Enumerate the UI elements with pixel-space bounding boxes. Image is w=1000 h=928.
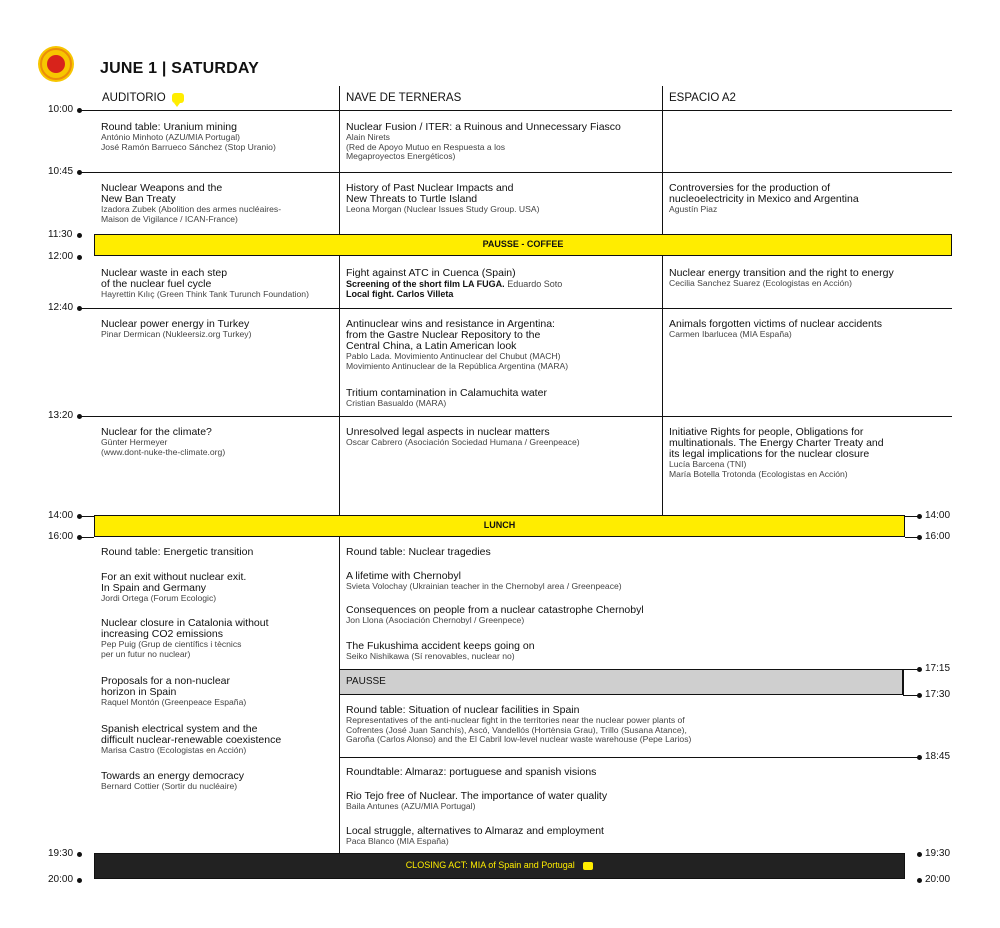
event xyxy=(101,319,251,340)
time-label: 12:00 xyxy=(48,251,74,262)
event-speakers: Jon Llona (Asociación Chernobyl / Greenpece) xyxy=(346,615,525,625)
time-line-1000 xyxy=(80,110,952,111)
time-dot xyxy=(77,535,82,540)
event-title: Fight against ATC in Cuenca (Spain) xyxy=(346,267,516,279)
time-label: 20:00 xyxy=(48,874,74,885)
event-title: Roundtable: Almaraz: portuguese and spanish visions xyxy=(346,766,597,778)
time-dot xyxy=(77,108,82,113)
time-dot xyxy=(917,693,922,698)
film-screening-label: Screening of the short film LA FUGA. xyxy=(346,279,505,289)
event-speakers: Pinar Dermican (Nukleersiz.org Turkey) xyxy=(101,329,252,339)
time-line-1240 xyxy=(80,308,952,309)
event xyxy=(346,641,535,662)
closing-act-band xyxy=(94,853,905,879)
column-divider xyxy=(339,256,340,515)
event xyxy=(101,676,246,708)
event xyxy=(101,572,246,604)
event xyxy=(346,427,580,448)
column-divider xyxy=(662,86,663,234)
event xyxy=(346,319,568,371)
time-label: 10:00 xyxy=(48,104,74,115)
time-label: 17:15 xyxy=(925,663,951,674)
time-line-1400 xyxy=(80,516,94,517)
event-speakers: Agustín Piaz xyxy=(669,204,718,214)
time-label: 20:00 xyxy=(925,874,951,885)
event-title: Round table: Situation of nuclear facilities in Spain xyxy=(346,704,580,716)
event-speakers: Seiko Nishikawa (Sí renovables, nuclear no) xyxy=(346,651,515,661)
pause-band: PAUSSE xyxy=(339,669,903,695)
speech-bubble-icon xyxy=(172,93,184,103)
event-speakers: Pep Puig (Grup de científics i tècnics per un futur no nuclear) xyxy=(101,639,242,659)
event-title: Proposals for a non-nuclear horizon in Spain xyxy=(101,675,230,698)
time-line-1045 xyxy=(80,172,952,173)
event xyxy=(101,547,253,558)
event xyxy=(346,826,604,847)
lunch-band: LUNCH xyxy=(94,515,905,537)
time-line-1600 xyxy=(80,537,94,538)
event xyxy=(346,268,562,299)
event-speakers: Cecilia Sanchez Suarez (Ecologistas en Acción) xyxy=(669,278,852,288)
event xyxy=(346,547,491,558)
event-title: Spanish electrical system and the difficult nuclear-renewable coexistence xyxy=(101,723,282,746)
time-line-1320 xyxy=(80,416,952,417)
event xyxy=(101,268,309,300)
time-label: 16:00 xyxy=(48,531,74,542)
coffee-break-band: PAUSSE - COFFEE xyxy=(94,234,952,256)
event-title: Consequences on people from a nuclear catastrophe Chernobyl xyxy=(346,604,644,616)
event-title: Round table: Uranium mining xyxy=(101,121,237,133)
event-title: Nuclear for the climate? xyxy=(101,426,212,438)
event-title: For an exit without nuclear exit. In Spain and Germany xyxy=(101,571,247,594)
event-title: History of Past Nuclear Impacts and New Threats to Turtle Island xyxy=(346,182,514,205)
event-title: Rio Tejo free of Nuclear. The importance of water quality xyxy=(346,790,608,802)
time-dot xyxy=(917,535,922,540)
speech-bubble-icon xyxy=(583,862,593,870)
event-title: Nuclear waste in each step of the nuclear fuel cycle xyxy=(101,267,228,290)
time-dot xyxy=(917,667,922,672)
column-nave-de-terneras: NAVE DE TERNERAS xyxy=(346,92,462,104)
event-speakers: Alain Nirets (Red de Apoyo Mutuo en Respuesta a los Megaproyectos Energéticos) xyxy=(346,132,506,162)
event xyxy=(346,605,644,626)
event-title: Initiative Rights for people, Obligations for multinationals. The Energy Charter Treaty and its legal implications for the nuclear closure xyxy=(669,426,884,460)
event-speakers: Bernard Cottier (Sortir du nucléaire) xyxy=(101,781,238,791)
event-speakers: Marisa Castro (Ecologistas en Acción) xyxy=(101,745,247,755)
event-title: Round table: Energetic transition xyxy=(101,546,254,558)
event-speakers: Paca Blanco (MIA España) xyxy=(346,836,449,846)
time-line-1845 xyxy=(339,757,919,758)
event xyxy=(101,183,281,224)
event xyxy=(101,618,269,659)
event-speakers: Jordi Ortega (Forum Ecologic) xyxy=(101,593,217,603)
event xyxy=(346,183,539,215)
time-dot xyxy=(77,414,82,419)
event-title: The Fukushima accident keeps going on xyxy=(346,640,535,652)
event-speakers: Carmen Ibarlucea (MIA España) xyxy=(669,329,792,339)
column-divider xyxy=(662,256,663,515)
time-label: 19:30 xyxy=(48,848,74,859)
event-title: Animals forgotten victims of nuclear accidents xyxy=(669,318,883,330)
event-speakers: Oscar Cabrero (Asociación Sociedad Humana / Greenpeace) xyxy=(346,437,580,447)
time-dot xyxy=(917,514,922,519)
time-label: 11:30 xyxy=(48,229,73,240)
time-label: 19:30 xyxy=(925,848,951,859)
event-title: Unresolved legal aspects in nuclear matters xyxy=(346,426,550,438)
event-title: Nuclear closure in Catalonia without increasing CO2 emissions xyxy=(101,617,269,640)
event xyxy=(101,771,244,792)
event-title: Towards an energy democracy xyxy=(101,770,244,782)
time-dot xyxy=(77,514,82,519)
event-speakers: Pablo Lada. Movimiento Antinuclear del Chubut (MACH) Movimiento Antinuclear de la República Argentina (MARA) xyxy=(346,351,569,371)
time-label: 12:40 xyxy=(48,302,74,313)
column-espacio-a2: ESPACIO A2 xyxy=(669,92,736,104)
time-label: 17:30 xyxy=(925,689,951,700)
event-speakers: Svieta Volochay (Ukrainian teacher in the Chernobyl area / Greenpeace) xyxy=(346,581,622,591)
time-dot xyxy=(917,755,922,760)
event xyxy=(101,427,225,457)
event xyxy=(101,122,276,152)
event-title: Tritium contamination in Calamuchita water xyxy=(346,387,547,399)
event xyxy=(346,767,596,778)
column-divider xyxy=(339,537,340,853)
event xyxy=(346,388,547,409)
event-speakers: Baila Antunes (AZU/MIA Portugal) xyxy=(346,801,476,811)
event xyxy=(101,724,281,756)
event-speakers: Cristian Basualdo (MARA) xyxy=(346,398,447,408)
time-label: 10:45 xyxy=(48,166,74,177)
time-dot xyxy=(77,255,82,260)
event-title: Nuclear power energy in Turkey xyxy=(101,318,250,330)
closing-act-label: CLOSING ACT: MIA of Spain and Portugal xyxy=(405,860,575,870)
event-subtitle xyxy=(346,279,562,289)
event-title: Round table: Nuclear tragedies xyxy=(346,546,491,558)
time-dot xyxy=(917,878,922,883)
event-title: Local struggle, alternatives to Almaraz and employment xyxy=(346,825,604,837)
time-dot xyxy=(77,233,82,238)
event-speakers: Günter Hermeyer (www.dont-nuke-the-climate.org) xyxy=(101,437,226,457)
column-divider xyxy=(903,669,904,695)
page-title: JUNE 1 | SATURDAY xyxy=(100,60,260,77)
time-label: 16:00 xyxy=(925,531,951,542)
event-title: A lifetime with Chernobyl xyxy=(346,570,461,582)
column-divider xyxy=(339,86,340,234)
event-title: Antinuclear wins and resistance in Argentina: from the Gastre Nuclear Repository to the Central China, a Latin American look xyxy=(346,318,555,352)
event xyxy=(669,183,859,215)
event-title: Nuclear Weapons and the New Ban Treaty xyxy=(101,182,223,205)
event-speakers: Leona Morgan (Nuclear Issues Study Group. USA) xyxy=(346,204,540,214)
event-speakers: António Minhoto (AZU/MIA Portugal) José Ramón Barrueco Sánchez (Stop Uranio) xyxy=(101,132,276,152)
event-title: Nuclear Fusion / ITER: a Ruinous and Unnecessary Fiasco xyxy=(346,121,621,133)
event xyxy=(669,427,884,479)
event-subtitle: Local fight. Carlos Villeta xyxy=(346,289,454,299)
event xyxy=(346,705,691,745)
time-dot xyxy=(917,852,922,857)
event-speakers: Lucía Barcena (TNI) María Botella Trotonda (Ecologistas en Acción) xyxy=(669,459,848,479)
event xyxy=(669,319,882,340)
time-label: 13:20 xyxy=(48,410,74,421)
event-speakers: Izadora Zubek (Abolition des armes nucléaires- Maison de Vigilance / ICAN-France) xyxy=(101,204,282,224)
nuclear-power-no-thanks-logo xyxy=(38,46,74,82)
event xyxy=(346,571,622,592)
event-speakers: Representatives of the anti-nuclear fight in the territories near the nuclear power plants of Cofrentes (José Juan Sanchís), Ascó, Vandellós (Hortènsia Grau), Trillo (Susana Atance), Garoña (Carlos Alonso) and the El Cabril low-level nuclear waste warehouse (Pepe Larios) xyxy=(346,715,692,745)
event xyxy=(346,791,607,812)
time-dot xyxy=(77,852,82,857)
time-label: 18:45 xyxy=(925,751,951,762)
event-speakers: Eduardo Soto xyxy=(504,279,563,289)
time-dot xyxy=(77,306,82,311)
event-speakers: Hayrettin Kılıç (Green Think Tank Turunch Foundation) xyxy=(101,289,309,299)
time-dot xyxy=(77,170,82,175)
column-auditorio: AUDITORIO xyxy=(102,92,166,104)
event-speakers: Raquel Montón (Greenpeace España) xyxy=(101,697,247,707)
time-label: 14:00 xyxy=(48,510,74,521)
event xyxy=(669,268,894,289)
event xyxy=(346,122,621,162)
time-label: 14:00 xyxy=(925,510,951,521)
event-title: Nuclear energy transition and the right to energy xyxy=(669,267,894,279)
time-dot xyxy=(77,878,82,883)
event-title: Controversies for the production of nucleoelectricity in Mexico and Argentina xyxy=(669,182,859,205)
